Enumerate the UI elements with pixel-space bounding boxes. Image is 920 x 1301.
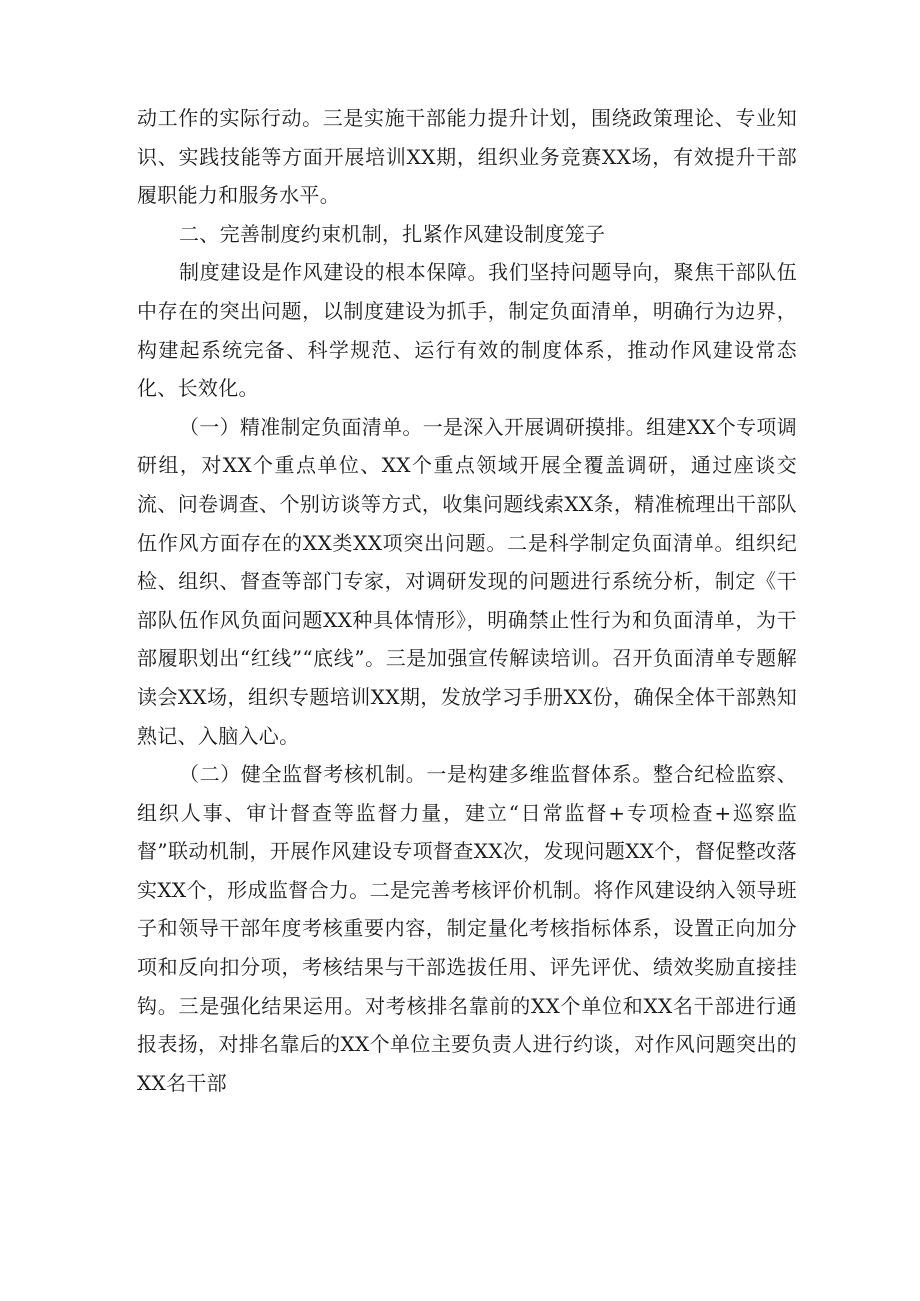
- section-heading: 二、完善制度约束机制，扎紧作风建设制度笼子: [179, 221, 606, 246]
- paragraph-intro: 制度建设是作风建设的根本保障。我们坚持问题导向，聚焦干部队伍中存在的突出问题，以制度建设为抓手，制定负面清单，明确行为边界，构建起系统完备、科学规范、运行有效的制度体系，推动作风建设常态化、长效化。: [137, 260, 797, 401]
- paragraph-negative-list: （一）精准制定负面清单。一是深入开展调研摸排。组建XX个专项调研组，对XX个重点单位、XX个重点领域开展全覆盖调研，通过座谈交流、问卷调查、个别访谈等方式，收集问题线索XX条，精准梳理出干部队伍作风方面存在的XX类XX项突出问题。二是科学制定负面清单。组织纪检、组织、督查等部门专家，对调研发现的问题进行系统分析，制定《干部队伍作风负面问题XX种具体情形》，明确禁止性行为和负面清单，为干部履职划出“红线”“底线”。三是加强宣传解读培训。召开负面清单专题解读会XX场，组织专题培训XX期，发放学习手册XX份，确保全体干部熟知熟记、入脑入心。: [137, 414, 797, 748]
- paragraph-supervision: （二）健全监督考核机制。一是构建多维监督体系。整合纪检监察、组织人事、审计督查等监督力量，建立“日常监督+专项检查+巡察监督”联动机制，开展作风建设专项督查XX次，发现问题XX个，督促整改落实XX个，形成监督合力。二是完善考核评价机制。将作风建设纳入领导班子和领导干部年度考核重要内容，制定量化考核指标体系，设置正向加分项和反向扣分项，考核结果与干部选拔任用、评先评优、绩效奖励直接挂钩。三是强化结果运用。对考核排名靠前的XX个单位和XX名干部进行通报表扬，对排名靠后的XX个单位主要负责人进行约谈，对作风问题突出的XX名干部: [137, 762, 797, 1095]
- paragraph-continuation: 动工作的实际行动。三是实施干部能力提升计划，围绕政策理论、专业知识、实践技能等方面开展培训XX期，组织业务竞赛XX场，有效提升干部履职能力和服务水平。: [137, 106, 797, 208]
- document-body: [137, 99, 797, 1102]
